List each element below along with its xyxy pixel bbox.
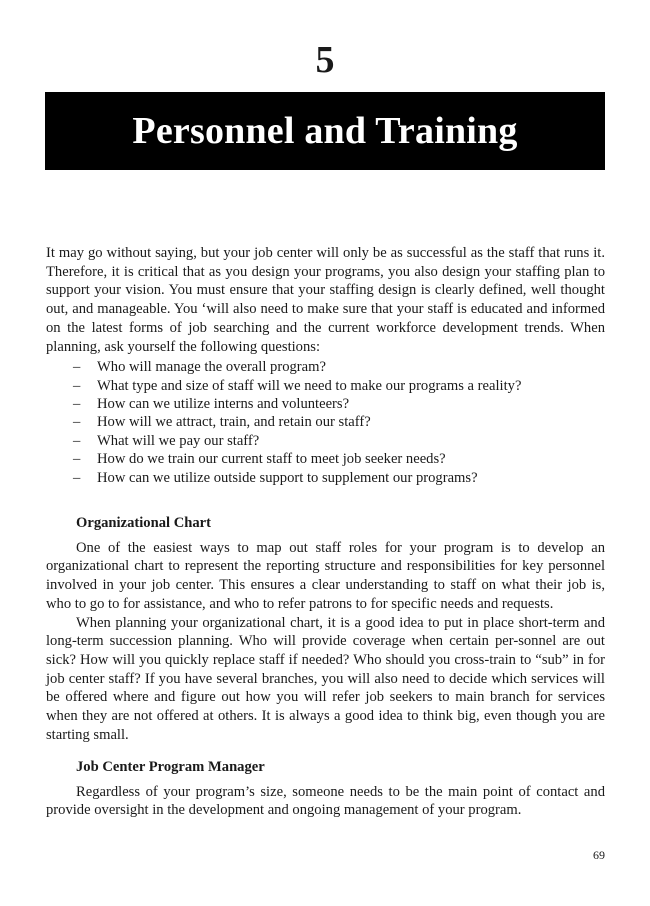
list-item: – How do we train our current staff to meet job seeker needs? — [73, 450, 605, 468]
organizational-chart-section — [46, 514, 605, 744]
intro-section — [46, 244, 605, 487]
planning-questions-list — [46, 358, 605, 487]
list-item: – What will we pay our staff? — [73, 432, 605, 450]
list-item: – How can we utilize interns and volunteers? — [73, 395, 605, 413]
intro-paragraph: It may go without saying, but your job center will only be as successful as the staff that runs it. Therefore, it is critical that as you design your programs, you also design your staffing plan to support your vision. You must ensure that your staffing design is clearly defined, well thought out, and manageable. You ‘will also need to make sure that your staff is educated and informed on the latest forms of job searching and the current workforce development trends. When planning, ask yourself the following questions: — [46, 245, 605, 355]
section-heading: Job Center Program Manager — [76, 759, 265, 775]
paragraph: One of the easiest ways to map out staff roles for your program is to develop an organizational chart to represent the reporting structure and responsibilities for key personnel involved in your job center. This ensures a clear understanding to staff on what their job is, who to go to for assistance, and who to refer patrons to for specific needs and requests. — [46, 539, 605, 612]
program-manager-section — [46, 758, 605, 820]
list-item: – Who will manage the overall program? — [73, 358, 605, 376]
list-item: – How can we utilize outside support to supplement our programs? — [73, 469, 605, 487]
chapter-number: 5 — [315, 39, 335, 81]
paragraph: When planning your organizational chart, it is a good idea to put in place short-term and long-term succession planning. Who will provide coverage when certain per-sonnel are out sick? How will you quickly replace staff if needed? Who should you cross-train to “sub” in for job center staff? If you have several branches, you will also need to decide which services will be offered where and figure out how you will refer job seekers to main branch for services when they are not offered at others. It is always a good idea to think big, even though you are starting small. — [46, 614, 605, 743]
list-item: – How will we attract, train, and retain our staff? — [73, 413, 605, 431]
list-item: – What type and size of staff will we need to make our programs a reality? — [73, 377, 605, 395]
chapter-title-banner — [45, 92, 605, 170]
paragraph: Regardless of your program’s size, someone needs to be the main point of contact and provide oversight in the development and ongoing management of your program. — [46, 783, 605, 819]
page-number: 69 — [593, 848, 605, 862]
section-heading: Organizational Chart — [76, 515, 211, 531]
chapter-title: Personnel and Training — [132, 110, 518, 152]
